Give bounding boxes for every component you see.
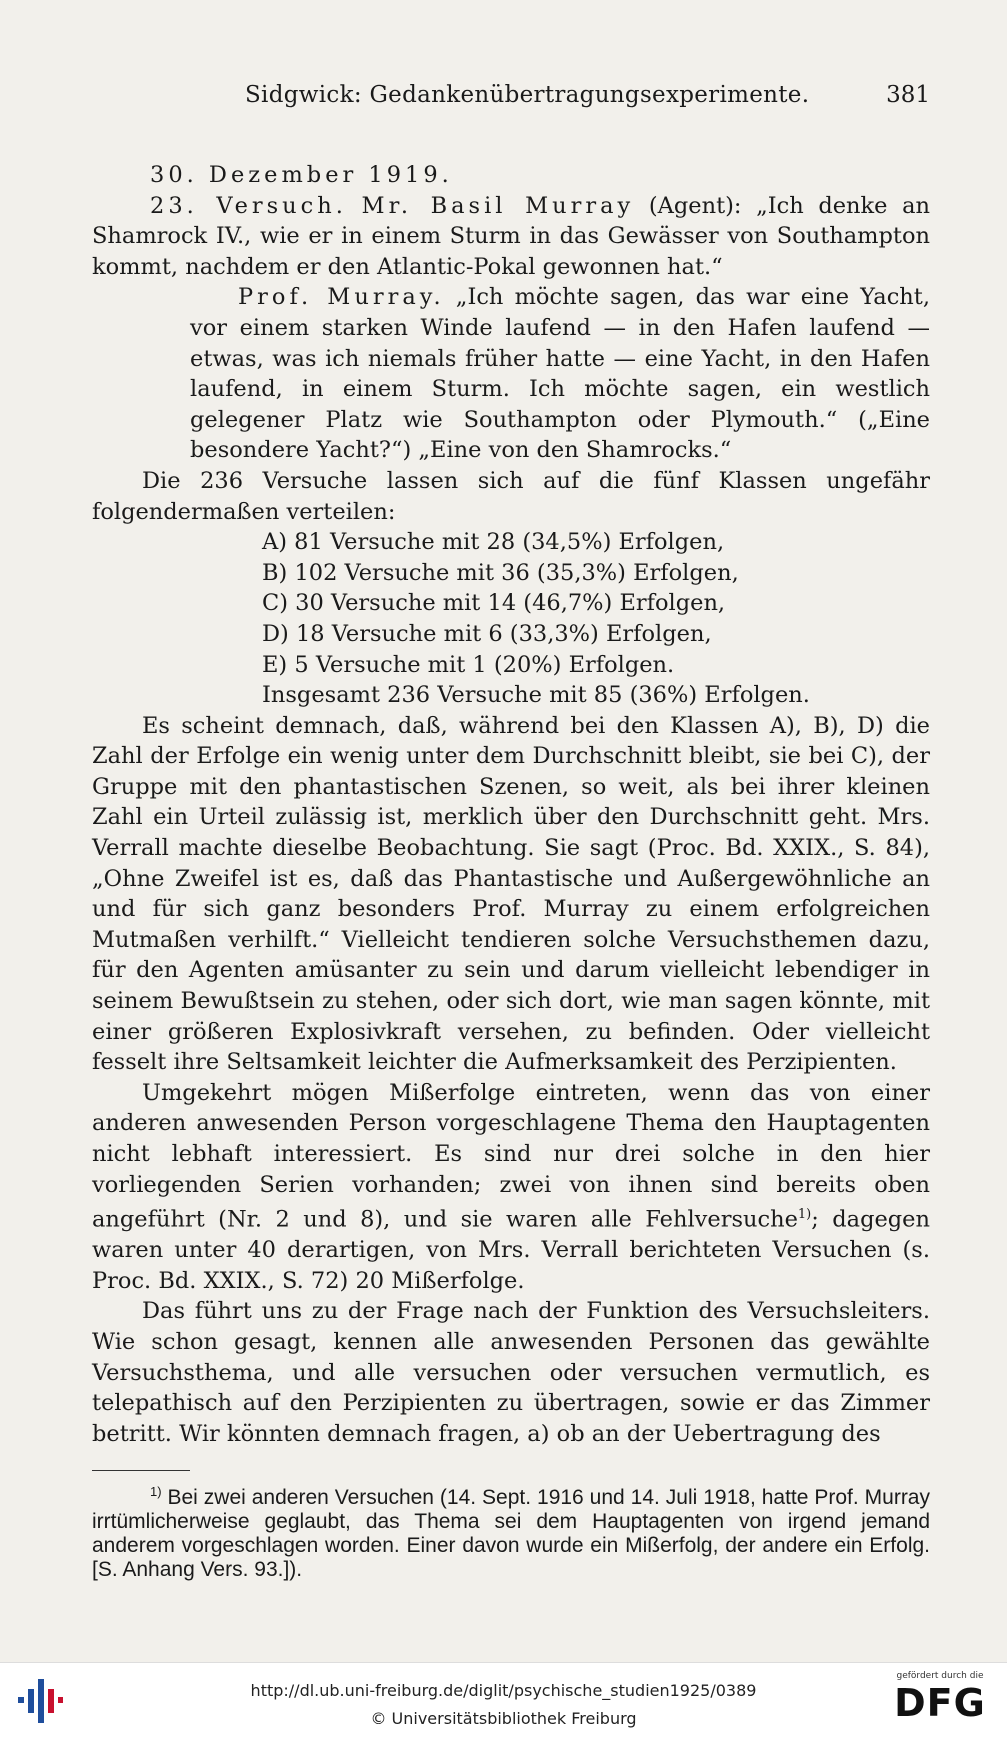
- copyright-notice: © Universitätsbibliothek Freiburg: [370, 1709, 637, 1728]
- distribution-intro: Die 236 Versuche lassen sich auf die fünf Klassen ungefähr folgendermaßen verteilen:: [92, 467, 930, 525]
- page-number: 381: [886, 82, 930, 108]
- permalink-url[interactable]: http://dl.ub.uni-freiburg.de/diglit/psychische_studien1925/0389: [250, 1681, 757, 1700]
- session-date: 30. Dezember 1919.: [150, 162, 453, 188]
- dfg-logo: [885, 1671, 995, 1733]
- dfg-wordmark: DFG: [894, 1681, 986, 1725]
- footnote-marker: 1): [150, 1484, 162, 1499]
- class-list: [92, 527, 930, 711]
- footnote-ref: 1): [797, 1207, 812, 1223]
- versuch-23-percipient: [92, 282, 930, 466]
- viewer-footer-bar: [0, 1662, 1007, 1739]
- main-text: [92, 160, 930, 1449]
- dfg-tagline: gefördert durch die: [896, 1671, 984, 1681]
- paragraph-2-text: Umgekehrt mögen Mißerfolge eintreten, wenn das von einer anderen anwesenden Person vorgeschlagene Thema den Hauptagenten nicht lebhaft interessiert. Es sind nur drei solche in den hier vorliegenden Serien vorhanden; zwei von ihnen sind bereits oben angeführt (Nr. 2 und 8), und sie waren alle Fehlversuche: [92, 1079, 930, 1233]
- class-list-item: E) 5 Versuche mit 1 (20%) Erfolgen.: [262, 651, 675, 678]
- percipient-name: Prof. Murray.: [238, 284, 445, 311]
- percipient-statement: „Ich möchte sagen, das war eine Yacht, vor einem starken Winde laufend — in den Hafen laufend — etwas, was ich niemals früher hatte — eine Yacht, in den Hafen laufend, in einem Sturm. Ich möchte sagen, ein westlich gelegener Platz wie Southampton oder Plymouth.“ („Eine besondere Yacht?“) „Eine von den Shamrocks.“: [190, 284, 930, 464]
- paragraph-1: Es scheint demnach, daß, während bei den Klassen A), B), D) die Zahl der Erfolge ein wenig unter dem Durchschnitt bleibt, sie bei C), der Gruppe mit den phantastischen Szenen, so weit, als bei ihrer kleinen Zahl ein Urteil zulässig ist, merklich über den Durchschnitt geht. Mrs. Verrall machte dieselbe Beobachtung. Sie sagt (Proc. Bd. XXIX., S. 84), „Ohne Zweifel ist es, daß das Phantastische und Außergewöhnliche an und für sich ganz besonders Prof. Murray zu einem erfolgreichen Mutmaßen verhilft.“ Vielleicht tendieren solche Versuchsthemen dazu, für den Agenten amüsanter zu sein und darum vielleicht lebendiger in seinem Bewußtsein zu stehen, oder sich dort, wie man sagen könnte, mit einer größeren Explosivkraft versehen, zu befinden. Oder vielleicht fesselt ihre Seltsamkeit leichter die Aufmerksamkeit des Perzipienten.: [92, 712, 930, 1076]
- paragraph-2-text-cont: ; dagegen waren unter 40 derartigen, von Mrs. Verrall berichteten Versuchen (s. Proc. Bd. XXIX., S. 72) 20 Mißerfolge.: [92, 1206, 930, 1294]
- running-header: [90, 82, 930, 116]
- class-list-item: A) 81 Versuche mit 28 (34,5%) Erfolgen,: [262, 529, 725, 556]
- footnote-rule: [92, 1470, 190, 1471]
- paragraph-3: Das führt uns zu der Frage nach der Funktion des Versuchsleiters. Wie schon gesagt, kennen alle anwesenden Personen das gewählte Versuchsthema, und alle versuchen oder versuchen vermutlich, es telepathisch auf den Perzipienten zu übertragen, sowie er das Zimmer betritt. Wir könnten demnach fragen, a) ob an der Uebertragung des: [92, 1298, 930, 1447]
- versuch-23-agent: [92, 191, 930, 283]
- class-list-item: C) 30 Versuche mit 14 (46,7%) Erfolgen,: [262, 590, 726, 617]
- class-list-item: B) 102 Versuche mit 36 (35,3%) Erfolgen,: [262, 559, 739, 586]
- agent-name: Mr. Basil Murray: [361, 192, 635, 219]
- paragraph-2: [92, 1078, 930, 1297]
- footnote-text: Bei zwei anderen Versuchen (14. Sept. 1916 und 14. Juli 1918, hatte Prof. Murray irrtümlicherweise geglaubt, das Thema sei dem Hauptagenten von irgend jemand anderem vorgeschlagen worden. Einer davon wurde ein Mißerfolg, der andere ein Erfolg. [S. Anhang Vers. 93.]).: [92, 1486, 930, 1581]
- agent-statement: (Agent): „Ich denke an Shamrock IV., wie er in einem Sturm in das Gewässer von Southampton kommt, nachdem er den Atlantic-Pokal gewonnen hat.“: [92, 192, 930, 280]
- class-list-item: D) 18 Versuche mit 6 (33,3%) Erfolgen,: [262, 620, 712, 647]
- versuch-label: 23. Versuch.: [150, 192, 347, 219]
- running-title: Sidgwick: Gedankenübertragungsexperimente.: [245, 82, 810, 108]
- footnote: [92, 1480, 930, 1582]
- class-list-total: Insgesamt 236 Versuche mit 85 (36%) Erfolgen.: [262, 682, 810, 709]
